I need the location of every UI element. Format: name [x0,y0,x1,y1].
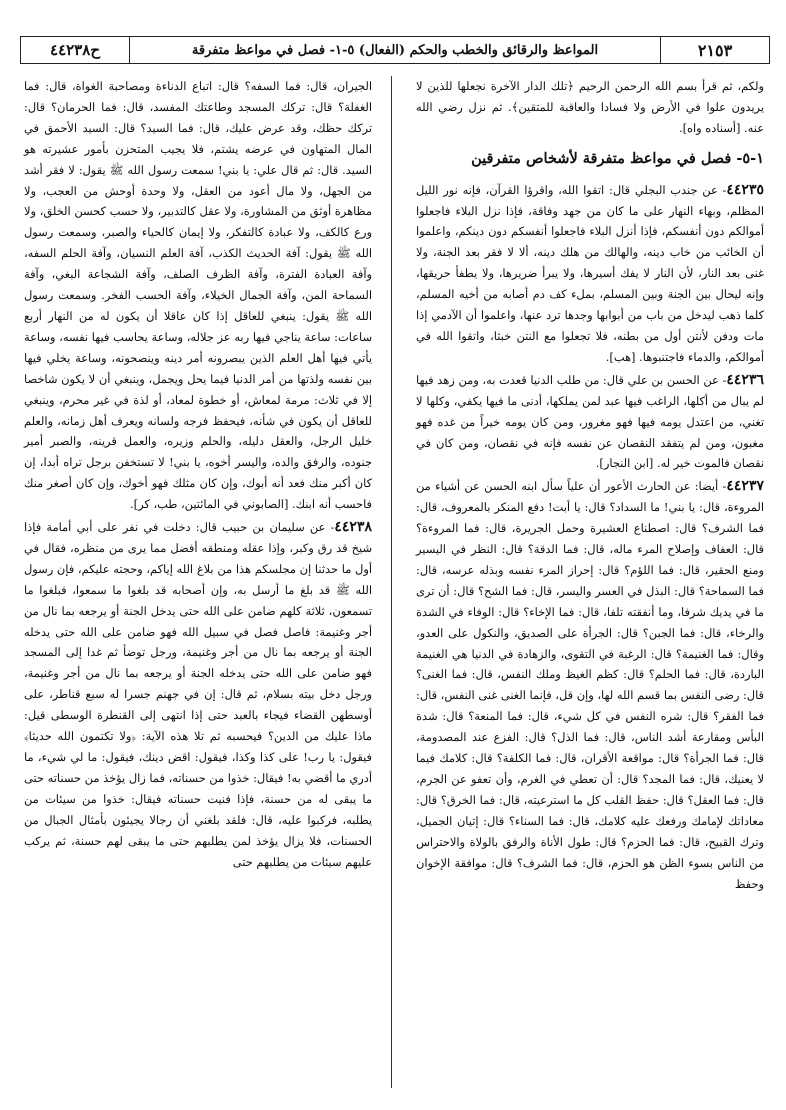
hadith-number: ٤٤٢٣٥ [726,181,764,198]
hadith-range-code: ح٤٤٢٣٨ [21,37,130,63]
page-number: ٢١٥٣ [660,37,769,63]
hadith-text: - عن الحسن بن علي قال: من طلب الدنيا قعدت به، ومن زهد فيها لم يبال من أكلها، الراغب فيها عبد لمن يملكها، أدنى ما فيها يكفي، وكلها لا تغني، من اعتدل يومه فيها فهو مغرور، ومن كان يومه خيراً من غده فهو مغبون، ومن لم يتفقد النقصان عن نفسه فإنه في نقصان، ومن كان في نقصان فالموت خير له. [ابن النجار]. [416,372,764,471]
column-divider [391,76,392,1088]
continued-text: الجيران، قال: فما السفه؟ قال: اتباع الدناءة ومصاحبة الغواة، قال: فما الغفلة؟ قال: تركك المسجد وطاعتك المفسد، قال: فما الحرمان؟ قال: تركك حظك، وقد عرض عليك، قال: فما السيد؟ قال: السيد الأحمق في المال المتهاون في عرضه يشتم، فلا يجيب المتحزن بأمور عشيرته هو السيد. قال: ثم قال علي: يا بني! سمعت رسول الله ﷺ يقول: لا فقر أشد من الجهل، ولا مال أعود من العقل، ولا وحدة أوحش من العجب، ولا مظاهرة أوثق من المشاورة، ولا عقل كالتدبير، ولا حسب كحسن الخلق، ولا ورع كالكف، ولا عبادة كالتفكر، ولا إيمان كالحياء والصبر، وسمعت رسول الله ﷺ يقول: آفة الحديث الكذب، آفة العلم النسيان، وآفة الحلم السفه، وآفة العبادة الفترة، وآفة الظرف الصلف، وآفة الشجاعة البغي، وآفة السماحة المن، وآفة الجمال الخيلاء، وآفة الحسب الفخر. وسمعت رسول الله ﷺ يقول: ينبغي للعاقل إذا كان عاقلا أن يكون له من النهار أربع ساعات: ساعة يناجي فيها ربه عز جلاله، وساعة يحاسب فيها نفسه، وساعة يأتي فيها أهل العلم الذين يبصرونه أمر دينه وينصحونه، وساعة يخلي فيها بين نفسه ولذتها من أمر الدنيا فيما يحل ويجمل، وينبغي أن لا يكون شاخصا إلا في ثلاث: مرمة لمعاش، أو خطوة لمعاد، أو لذة في غير محرم، وينبغي للعاقل أن يكون في شأنه، فيحفظ فرجه ولسانه ويعرف أهل زمانه، والعلم خليل الرجل، والعقل دليله، والحلم وزيره، والعمل قرينه، والصبر أمير جنوده، والرفق والده، واليسر أخوه، يا بني! لا تستخفن برجل تراه أبدا، إن كان أكبر منك فعد أنه أبوك، وإن كان مثلك فهو أخوك، وإن كان أصغر منك فاحسب أنه ابنك. [الصابوني في المائتين، طب، كر]. [24,79,372,512]
hadith-number: ٤٤٢٣٨ [334,519,372,536]
section-heading: ١-٥- فصل في مواعظ متفرقة لأشخاص متفرقين [471,149,764,167]
hadith-text: - عن جندب البجلي قال: اتقوا الله، واقرؤا القرآن، فإنه نور الليل المظلم، وبهاء النهار على ما كان من جهد وفاقة، فإذا نزل البلاء فاجعلوا أموالكم دون أنفسكم، فإذا أنزل البلاء فاجعلوا أنفسكم دون دينكم، واعلموا أن الخائب من خاب دينه، والهالك من هلك دينه، ألا لا فقر بعد الجنة، ولا غنى بعد النار، لأن النار لا يفك أسيرها، ولا يبرأ ضريرها، ولا يطفأ حريقها، وإنه ليحال بين الجنة وبين المسلم، بملء كف دم أصابه من أخيه المسلم، كلما ذهب ليدخل من باب من أبوابها وجدها ترد عنها، واعلموا أن الآدمي إذا مات ودفن لأنتن أول من بطنه، فلا تجعلوا مع النتن خبثا، واتقوا الله في أموالكم، والدماء فاجتنبوها. [هب]. [416,182,764,364]
header-title: المواعظ والرقائق والخطب والحكم (الفعال) ٥-١- فصل في مواعظ متفرقة [191,42,599,58]
hadith-text: - عن سليمان بن حبيب قال: دخلت في نفر على أبي أمامة فإذا شيخ قد رق وكبر، وإذا عقله ومنطقه أفضل مما يرى من منظره، فقال في أول ما حدثنا إن مجلسكم هذا من بلاغ الله إياكم، وحجته عليكم، فإن رسول الله ﷺ قد بلغ ما أرسل به، وإن أصحابه قد بلغوا ما سمعوا، فبلغوا ما تسمعون، ثلاثة كلهم ضامن على الله حتى يدخل الجنة أو يرجعه بما نال من أجر وغنيمة: فاصل فصل في سبيل الله فهو ضامن على الله حتى يدخله الجنة أو يرجعه بما نال من أجر وغنيمة، ورجل توضأ ثم غدا إلى المسجد فهو ضامن على الله حتى يدخله الجنة أو يرجعه بما نال من أجر وغنيمة، ورجل دخل بيته بسلام، ثم قال: إن في جهنم جسرا له سبع قناطر، على أوسطهن القضاء فيجاء بالعبد حتى إذا انتهى إلى القنطرة الوسطى قيل: ماذا عليك من الدين؟ فيحسبه ثم تلا هذه الآية: ﴿ولا تكتمون الله حديثا﴾ فيقول: يا رب! على كذا وكذا، فيقول: اقض دينك، فيقول: ما لي شيء، ما أدري ما أقضي به! فيقال: خذوا من حسناته، فما زال يؤخذ من حسناته حتى ما يبقى له من حسنة، فإذا فنيت حسناته فيقال: خذوا من سيئات من يطلبه، فركبوا عليه، قال: فلقد بلغني أن رجالا يجيئون بأمثال الجبال من الحسنات، فلا يزال يؤخذ لمن يطلبهم حتى ما يبقى لهم حسنة، ثم يركب عليهم سيئات من يطلبهم حتى [24,520,372,869]
running-header [20,36,770,64]
hadith-entry [416,476,764,894]
hadith-entry [416,180,764,368]
hadith-entry [416,370,764,475]
document-page [20,36,770,1088]
hadith-text: - أيضا: عن الحارث الأعور أن علياً سأل ابنه الحسن عن أشياء من المروءة، قال: يا بني! ما السداد؟ قال: يا أبت! دفع المنكر بالمعروف، قال: فما الشرف؟ قال: اصطناع العشيرة وحمل الجريرة، قال: فما المروءة؟ قال: العفاف وإصلاح المرء ماله، قال: فما الدقة؟ قال: النظر في اليسير ومنع الحقير، قال: فما اللؤم؟ قال: إحراز المرء نفسه وبذله عرسه، قال: فما السماحة؟ قال: البذل في العسر واليسر، قال: فما الشح؟ قال: أن ترى ما في يديك شرفا، وما أنفقته تلفا، قال: فما الإخاء؟ قال: الوفاء في الشدة والرخاء، قال: فما الجبن؟ قال: الجرأة على الصديق، والنكول على العدو، وقال: فما الغنيمة؟ قال: الرغبة في التقوى، والزهادة في الدنيا هي الغنيمة الباردة، قال: فما الحلم؟ قال: كظم الغيظ وملك النفس، قال: فما الغنى؟ قال: رضى النفس بما قسم الله لها، وإن قل، فإنما الغنى غنى النفس، قال: فما الفقر؟ قال: شره النفس في كل شيء، قال: فما المنعة؟ قال: شدة البأس ومقارعة أشد الناس، قال: فما الذل؟ قال: الفزع عند المصدومة، قال: فما الجرأة؟ قال: مواقعة الأقران، قال: فما الكلفة؟ قال: كلامك فيما لا يعنيك، قال: فما المجد؟ قال: أن تعطي في الغرم، وأن تعفو عن الجرم، قال: فما العقل؟ قال: حفظ القلب كل ما استرعيته، قال: فما الخرق؟ قال: معاداتك لإمامك ورفعك عليه كلامك، قال: فما السناء؟ قال: إتيان الجميل، وترك القبيح، قال: فما الحزم؟ قال: طول الأناة والرفق بالولاة والاحتراس من الناس بسوء الظن هو الحزم، قال: فما الشرف؟ قال: موافقة الإخوان وحفظ [416,479,764,891]
hadith-number: ٤٤٢٣٧ [726,478,764,495]
hadith-entry [24,517,372,872]
continued-text: ولكم، ثم قرأ بسم الله الرحمن الرحيم ﴿تلك الدار الآخرة نجعلها للذين لا يريدون علوا في الأرض ولا فسادا والعاقبة للمتقين﴾. ثم نزل رضي الله عنه. [أسناده واه]. [416,79,764,135]
hadith-number: ٤٤٢٣٦ [726,371,764,388]
right-column [416,76,764,894]
left-column [24,76,372,872]
